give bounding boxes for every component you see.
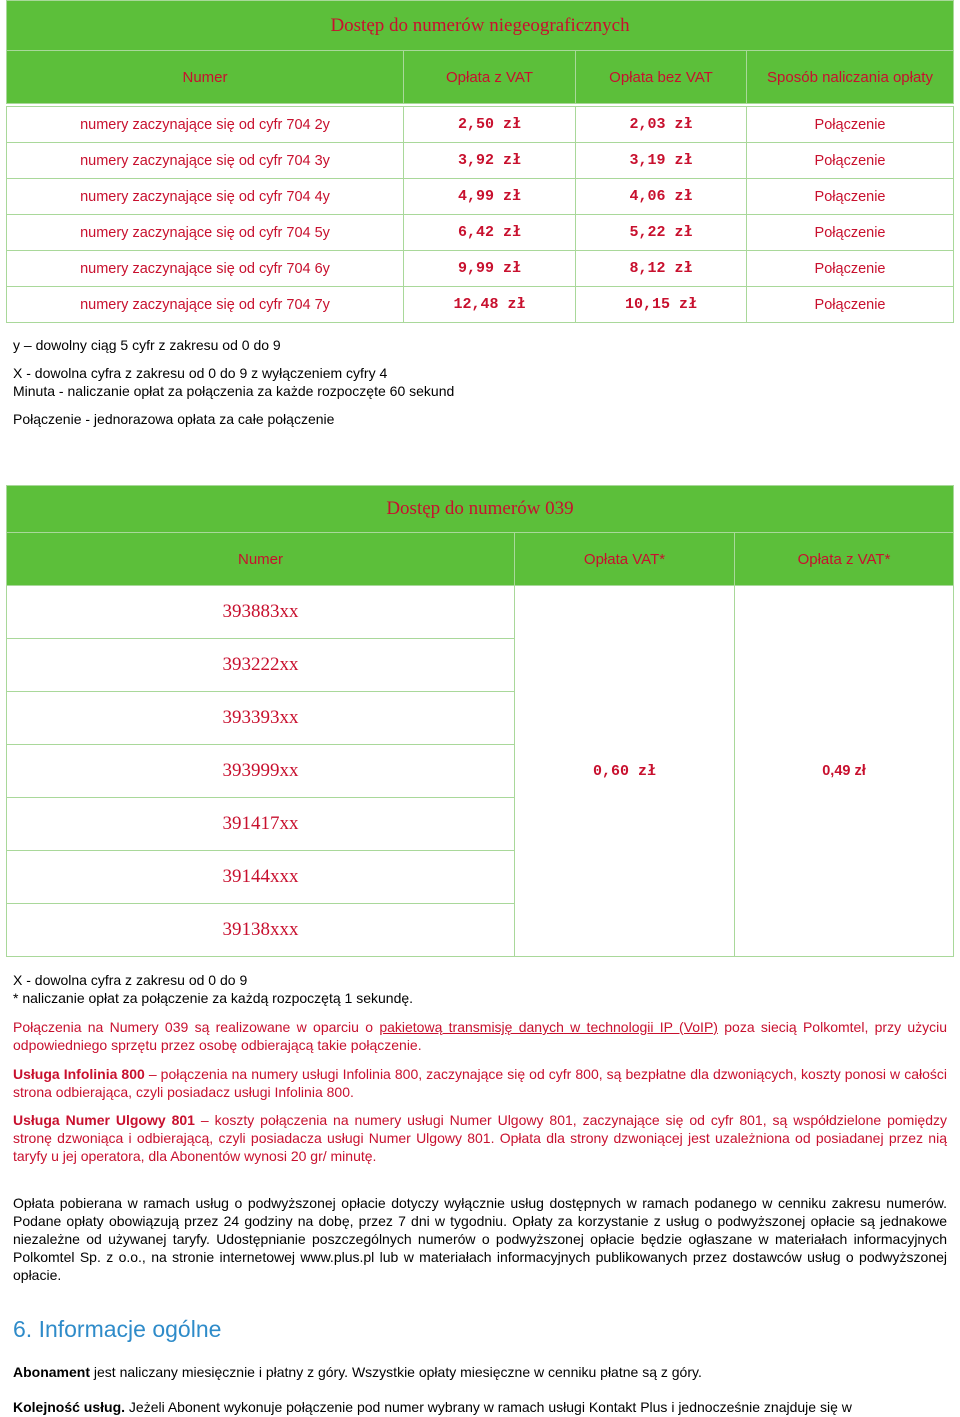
price-with-vat: 4,99 zł bbox=[404, 179, 576, 215]
price-with-vat: 6,42 zł bbox=[404, 215, 576, 251]
note-x-definition: X - dowolna cyfra z zakresu od 0 do 9 z wyłączeniem cyfry 4 bbox=[13, 365, 388, 381]
paragraph-kolejnosc bbox=[13, 1398, 947, 1416]
number-cell: numery zaczynające się od cyfr 704 7y bbox=[7, 287, 404, 323]
number-cell: 391417xx bbox=[7, 798, 515, 851]
number-cell: 393222xx bbox=[7, 639, 515, 692]
paragraph-podwyzszona: Opłata pobierana w ramach usług o podwyższonej opłacie dotyczy wyłącznie usług dostępnych w ramach podanego w cenniku zakresu numerów. Podane opłaty obowiązują przez 24 godziny na dobę, przez 7 dni w tygodniu. Opłaty za korzystanie z usług o podwyższonej opłacie są jednakowe niezależne od używanej taryfy. Udostępnianie poszczególnych numerów o podwyższonej opłacie będzie ogłaszane w materiałach informacyjnych Polkomtel Sp. z o.o., na stronie internetowej www.plus.pl lub w materiałach informacyjnych publikowanych przez dostawców usług o podwyższonej opłacie. bbox=[13, 1195, 947, 1283]
abonament-label: Abonament bbox=[13, 1364, 90, 1380]
number-cell: 393883xx bbox=[7, 586, 515, 639]
number-cell: 39138xxx bbox=[7, 904, 515, 957]
price-without-vat: 8,12 zł bbox=[576, 251, 747, 287]
infolinia-text: – połączenia na numery usługi Infolinia 800, zaczynające się od cyfr 800, są bezpłatne dla dzwoniących, koszty ponosi w całości strona odbierająca, czyli posiadacz usługi Infolinia 800. bbox=[13, 1066, 947, 1100]
billing-mode: Połączenie bbox=[747, 251, 954, 287]
section-heading: 6. Informacje ogólne bbox=[13, 1316, 222, 1342]
table-title: Dostęp do numerów 039 bbox=[7, 486, 954, 533]
paragraph-039 bbox=[13, 1018, 947, 1054]
price-without-vat: 4,06 zł bbox=[576, 179, 747, 215]
abonament-text: jest naliczany miesięcznie i płatny z góry. Wszystkie opłaty miesięczne w cenniku płatne są z góry. bbox=[93, 1364, 702, 1380]
paragraph-abonament bbox=[13, 1363, 947, 1381]
number-cell: numery zaczynające się od cyfr 704 4y bbox=[7, 179, 404, 215]
table-row bbox=[7, 586, 954, 639]
price-without-vat: 5,22 zł bbox=[576, 215, 747, 251]
table-row bbox=[7, 107, 954, 143]
number-cell: 39144xxx bbox=[7, 851, 515, 904]
number-cell: 393393xx bbox=[7, 692, 515, 745]
col-header-z-vat: Opłata z VAT bbox=[404, 51, 576, 104]
billing-mode: Połączenie bbox=[747, 143, 954, 179]
voip-link[interactable]: pakietową transmisję danych w technologii IP (VoIP) bbox=[379, 1019, 718, 1035]
price-with-vat: 3,92 zł bbox=[404, 143, 576, 179]
number-cell: numery zaczynające się od cyfr 704 5y bbox=[7, 215, 404, 251]
p039-text-a: Połączenia na Numery 039 są realizowane w oparciu o bbox=[13, 1019, 374, 1035]
price-with-vat: 9,99 zł bbox=[404, 251, 576, 287]
note-star-definition: * naliczanie opłat za połączenie za każdą rozpoczętą 1 sekundę. bbox=[13, 990, 414, 1006]
price-without-vat: 2,03 zł bbox=[576, 107, 747, 143]
numbers-039-table bbox=[6, 485, 954, 957]
paragraph-ulgowy bbox=[13, 1111, 947, 1165]
price-with-vat: 2,50 zł bbox=[404, 107, 576, 143]
note-minuta-definition: Minuta - naliczanie opłat za połączenia za każde rozpoczęte 60 sekund bbox=[13, 383, 455, 399]
table-row bbox=[7, 215, 954, 251]
kolejnosc-text: Jeżeli Abonent wykonuje połączenie pod numer wybrany w ramach usługi Kontakt Plus i jednocześnie znajduje się w bbox=[128, 1399, 852, 1415]
non-geographic-numbers-table bbox=[6, 0, 954, 323]
table-title: Dostęp do numerów niegeograficznych bbox=[7, 1, 954, 51]
table-row bbox=[7, 143, 954, 179]
col-header-numer: Numer bbox=[7, 533, 515, 586]
table-row bbox=[7, 287, 954, 323]
billing-mode: Połączenie bbox=[747, 107, 954, 143]
infolinia-label: Usługa Infolinia 800 bbox=[13, 1066, 145, 1082]
col-header-sposob: Sposób naliczania opłaty bbox=[747, 51, 954, 104]
price-vat: 0,60 zł bbox=[515, 586, 735, 957]
number-cell: numery zaczynające się od cyfr 704 2y bbox=[7, 107, 404, 143]
number-cell: numery zaczynające się od cyfr 704 3y bbox=[7, 143, 404, 179]
note-polaczenie-definition: Połączenie - jednorazowa opłata za całe połączenie bbox=[13, 411, 335, 427]
note-x-definition-039: X - dowolna cyfra z zakresu od 0 do 9 bbox=[13, 972, 248, 988]
price-with-vat: 0,49 zł bbox=[735, 586, 954, 957]
ulgowy-text: – koszty połączenia na numery usługi Numer Ulgowy 801, zaczynające się od cyfr 801, są współdzielone pomiędzy stronę dzwoniąca i odbierającą, czyli posiadacza usługi Numer Ulgowy 801. Opłata dla strony dzwoniącej jest uzależniona od posiadanej przez nią taryfy u jej operatora, dla Abonentów wynosi 20 gr/ minutę. bbox=[13, 1112, 948, 1164]
price-without-vat: 10,15 zł bbox=[576, 287, 747, 323]
col-header-oplata-vat: Opłata VAT* bbox=[515, 533, 735, 586]
col-header-bez-vat: Opłata bez VAT bbox=[576, 51, 747, 104]
paragraph-infolinia bbox=[13, 1065, 947, 1101]
ulgowy-label: Usługa Numer Ulgowy 801 bbox=[13, 1112, 195, 1128]
p039-text-b: poza siecią Polkomtel, przy użyciu odpowiedniego sprzętu przez osobę odbierającą takie połączenie. bbox=[13, 1019, 948, 1053]
billing-mode: Połączenie bbox=[747, 287, 954, 323]
table-row bbox=[7, 179, 954, 215]
number-cell: 393999xx bbox=[7, 745, 515, 798]
kolejnosc-label: Kolejność usług. bbox=[13, 1399, 126, 1415]
billing-mode: Połączenie bbox=[747, 215, 954, 251]
col-header-numer: Numer bbox=[7, 51, 404, 104]
col-header-oplata-z-vat: Opłata z VAT* bbox=[735, 533, 954, 586]
price-with-vat: 12,48 zł bbox=[404, 287, 576, 323]
price-without-vat: 3,19 zł bbox=[576, 143, 747, 179]
number-cell: numery zaczynające się od cyfr 704 6y bbox=[7, 251, 404, 287]
table-row bbox=[7, 251, 954, 287]
billing-mode: Połączenie bbox=[747, 179, 954, 215]
note-y-definition: y – dowolny ciąg 5 cyfr z zakresu od 0 do 9 bbox=[13, 337, 281, 353]
